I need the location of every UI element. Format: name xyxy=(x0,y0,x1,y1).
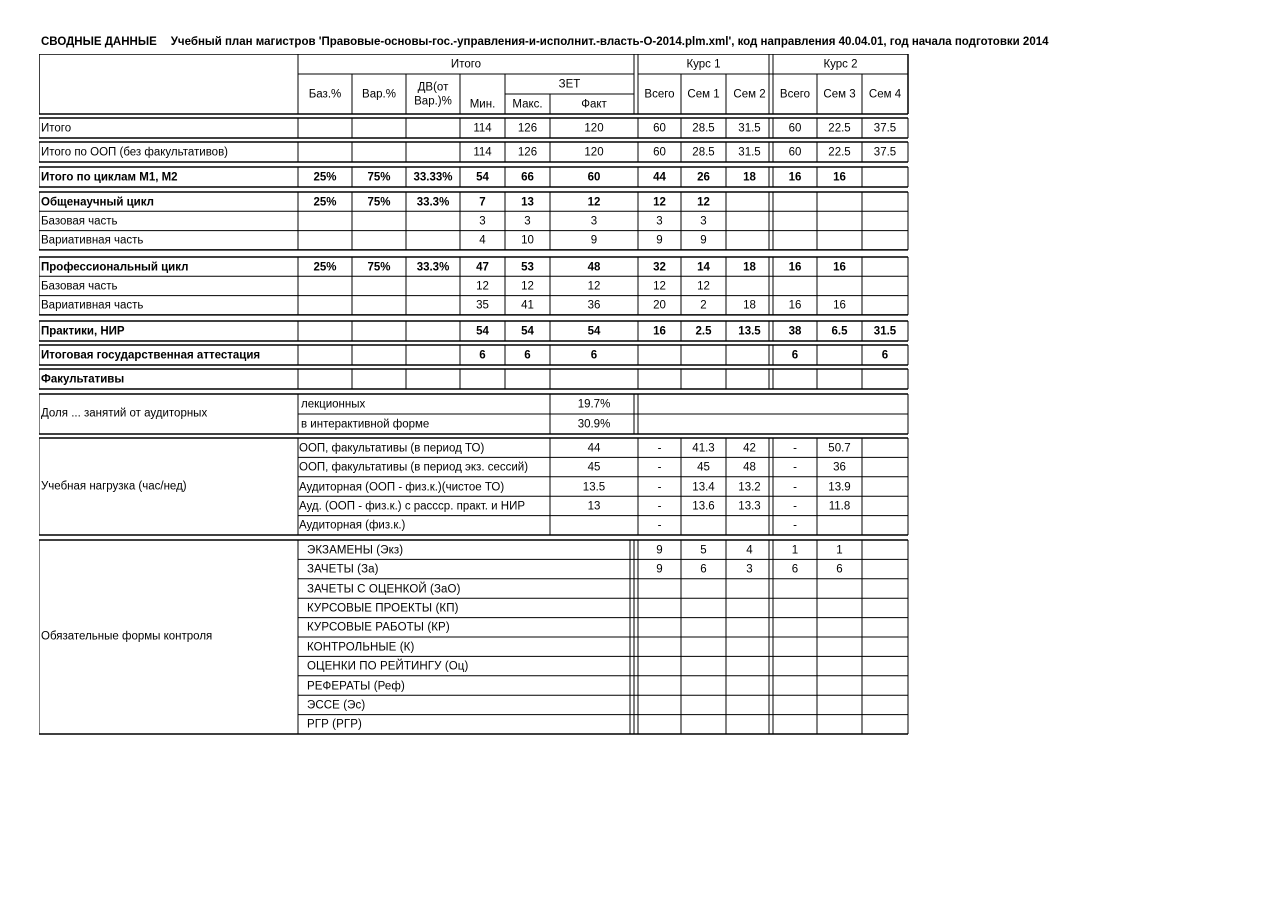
nagruzka-item-value: 13.4 xyxy=(692,480,715,493)
row-value: 3 xyxy=(524,215,531,228)
nagruzka-item-value: 11.8 xyxy=(828,500,851,513)
row-value: 16 xyxy=(788,171,802,184)
row-label: Базовая часть xyxy=(41,215,118,228)
row-value: 66 xyxy=(521,171,534,184)
row-value: 16 xyxy=(653,325,666,338)
header-itogo: Итого xyxy=(450,58,482,71)
row-label: Итоговая государственная аттестация xyxy=(41,349,261,362)
row-value: 126 xyxy=(517,146,538,159)
row-value: 12 xyxy=(587,280,601,293)
header-min: Мин. xyxy=(469,98,496,111)
row-value: 9 xyxy=(590,234,598,247)
row-value: 120 xyxy=(584,122,604,135)
kontrol-item-value: 1 xyxy=(836,543,843,556)
row-value: 126 xyxy=(517,122,538,135)
nagruzka-item-value: - xyxy=(793,441,797,454)
document-title xyxy=(41,36,1049,48)
row-value: 12 xyxy=(653,280,666,293)
nagruzka-item-label: Ауд. (ООП - физ.к.) с рассср. практ. и НИР xyxy=(299,500,526,513)
row-value: 25% xyxy=(313,195,337,208)
row-value: 47 xyxy=(476,260,489,273)
row-value: 6 xyxy=(590,349,598,362)
row-label: Итого xyxy=(41,122,72,135)
kontrol-item-label: ЭССЕ (Эс) xyxy=(307,699,366,712)
dolya-item-value: 30.9% xyxy=(577,418,611,431)
dolya-item-value: 19.7% xyxy=(577,398,611,411)
row-value: 31.5 xyxy=(738,122,761,135)
kontrol-item-value: 5 xyxy=(700,543,707,556)
kontrol-item-value: 1 xyxy=(791,543,799,556)
row-value: 12 xyxy=(521,280,534,293)
kontrol-item-value: 4 xyxy=(746,543,753,556)
header-sem-3: Сем 3 xyxy=(823,88,856,101)
row-value: 26 xyxy=(697,171,710,184)
row-value: 16 xyxy=(833,299,846,312)
kontrol-item-label: РЕФЕРАТЫ (Реф) xyxy=(307,679,405,692)
nagruzka-item-value: - xyxy=(657,480,662,493)
row-value: 44 xyxy=(653,171,666,184)
row-value: 53 xyxy=(521,260,534,273)
nagruzka-item-label: Аудиторная (физ.к.) xyxy=(299,519,406,532)
kontrol-item-label: ЗАЧЕТЫ (За) xyxy=(307,563,379,576)
summary-table xyxy=(39,54,909,735)
row-label: Профессиональный цикл xyxy=(41,260,189,273)
row-value: 13.5 xyxy=(738,325,761,338)
dolya-item-label: лекционных xyxy=(301,398,366,411)
row-value: 6 xyxy=(881,349,889,362)
row-value: 12 xyxy=(653,195,666,208)
header-dv-line2: Вар.)% xyxy=(414,95,452,108)
row-value: 13 xyxy=(521,195,534,208)
nagruzka-item-value: 41.3 xyxy=(692,441,715,454)
row-value: 35 xyxy=(476,299,489,312)
header-fakt: Факт xyxy=(581,98,607,111)
row-value: 12 xyxy=(697,280,710,293)
kontrol-item-value: 3 xyxy=(746,563,753,576)
nagruzka-item-value: - xyxy=(793,461,797,474)
row-value: 33.3% xyxy=(416,195,450,208)
row-value: 25% xyxy=(313,260,337,273)
header-maks: Макс. xyxy=(512,98,543,111)
row-value: 54 xyxy=(476,171,489,184)
row-value: 37.5 xyxy=(873,146,897,159)
nagruzka-item-value: - xyxy=(657,441,662,454)
nagruzka-item-value: 36 xyxy=(833,461,846,474)
row-value: 60 xyxy=(653,122,666,135)
row-value: 22.5 xyxy=(828,122,851,135)
kontrol-item-value: 6 xyxy=(700,563,707,576)
header-sem-2: Сем 2 xyxy=(733,88,766,101)
row-value: 22.5 xyxy=(828,146,851,159)
header-baz-percent: Баз.% xyxy=(308,88,342,101)
kontrol-item-label: ОЦЕНКИ ПО РЕЙТИНГУ (Оц) xyxy=(307,660,469,673)
row-value: 7 xyxy=(479,195,486,208)
nagruzka-item-value: 44 xyxy=(587,441,601,454)
kontrol-item-label: РГР (РГР) xyxy=(307,718,362,731)
nagruzka-item-value: 42 xyxy=(743,441,756,454)
row-value: 10 xyxy=(521,234,534,247)
row-value: 41 xyxy=(521,299,534,312)
row-value: 6 xyxy=(791,349,799,362)
row-value: 60 xyxy=(788,146,802,159)
nagruzka-item-value: - xyxy=(793,480,797,493)
dolya-item-label: в интерактивной форме xyxy=(301,418,430,431)
header-var-percent: Вар.% xyxy=(362,88,396,101)
header-kurs-2: Курс 2 xyxy=(823,58,858,71)
row-value: 18 xyxy=(743,260,756,273)
row-value: 16 xyxy=(833,171,846,184)
row-value: 28.5 xyxy=(692,146,715,159)
row-value: 9 xyxy=(700,234,707,247)
row-value: 54 xyxy=(476,325,489,338)
row-value: 4 xyxy=(479,234,486,247)
row-value: 75% xyxy=(367,195,391,208)
row-value: 3 xyxy=(700,215,707,228)
header-sem-4: Сем 4 xyxy=(868,88,902,101)
nagruzka-item-value: 13 xyxy=(587,500,601,513)
row-value: 16 xyxy=(788,260,802,273)
row-value: 54 xyxy=(587,325,601,338)
row-value: 60 xyxy=(587,171,601,184)
row-value: 18 xyxy=(743,171,756,184)
row-value: 75% xyxy=(367,260,391,273)
row-value: 25% xyxy=(313,171,337,184)
nagruzka-item-value: - xyxy=(793,500,797,513)
row-value: 60 xyxy=(788,122,802,135)
row-value: 12 xyxy=(587,195,601,208)
nagruzka-item-value: 45 xyxy=(587,461,601,474)
row-value: 6.5 xyxy=(831,325,848,338)
row-value: 54 xyxy=(521,325,534,338)
kontrol-item-label: КУРСОВЫЕ ПРОЕКТЫ (КП) xyxy=(307,602,459,615)
title-summary-label: СВОДНЫЕ ДАННЫЕ xyxy=(41,36,157,48)
nagruzka-item-label: ООП, факультативы (в период ТО) xyxy=(299,441,485,454)
nagruzka-item-value: - xyxy=(657,500,662,513)
row-value: 16 xyxy=(833,260,846,273)
row-label: Базовая часть xyxy=(41,280,118,293)
row-label: Итого по циклам М1, М2 xyxy=(41,171,178,184)
dolya-label: Доля ... занятий от аудиторных xyxy=(41,407,208,420)
row-value: 28.5 xyxy=(692,122,715,135)
row-label: Практики, НИР xyxy=(41,325,125,338)
row-value: 33.3% xyxy=(416,260,450,273)
row-value: 114 xyxy=(473,146,492,159)
nagruzka-item-value: 45 xyxy=(697,461,710,474)
row-value: 120 xyxy=(584,146,604,159)
row-value: 3 xyxy=(656,215,663,228)
nagruzka-item-value: - xyxy=(657,519,662,532)
row-value: 37.5 xyxy=(873,122,897,135)
kontrol-item-value: 6 xyxy=(836,563,843,576)
row-value: 36 xyxy=(587,299,601,312)
kontrol-item-label: КОНТРОЛЬНЫЕ (К) xyxy=(307,640,415,653)
kontrol-item-value: 6 xyxy=(791,563,799,576)
row-value: 114 xyxy=(473,122,492,135)
row-label: Вариативная часть xyxy=(41,234,144,247)
row-value: 6 xyxy=(479,349,486,362)
kontrol-label: Обязательные формы контроля xyxy=(41,630,213,643)
row-value: 75% xyxy=(367,171,391,184)
row-value: 14 xyxy=(697,260,710,273)
row-value: 60 xyxy=(653,146,666,159)
row-value: 12 xyxy=(697,195,710,208)
row-value: 32 xyxy=(653,260,666,273)
header-dv-line1: ДВ(от xyxy=(417,81,449,94)
row-value: 3 xyxy=(479,215,486,228)
row-label: Итого по ООП (без факультативов) xyxy=(41,146,229,159)
nagruzka-item-value: 13.2 xyxy=(738,480,761,493)
nagruzka-item-label: Аудиторная (ООП - физ.к.)(чистое ТО) xyxy=(299,480,505,493)
nagruzka-item-value: - xyxy=(793,519,797,532)
kontrol-item-value: 9 xyxy=(656,563,663,576)
row-value: 3 xyxy=(590,215,598,228)
nagruzka-item-value: 13.5 xyxy=(582,480,606,493)
row-label: Общенаучный цикл xyxy=(41,195,154,208)
nagruzka-item-value: 13.9 xyxy=(828,480,851,493)
row-label: Факультативы xyxy=(41,373,125,386)
row-value: 12 xyxy=(476,280,489,293)
kontrol-item-label: ЭКЗАМЕНЫ (Экз) xyxy=(307,543,404,556)
row-value: 20 xyxy=(653,299,666,312)
header-vsego-kurs1: Всего xyxy=(644,88,675,101)
kontrol-item-label: КУРСОВЫЕ РАБОТЫ (КР) xyxy=(307,621,450,634)
row-value: 16 xyxy=(788,299,802,312)
header-vsego-kurs2: Всего xyxy=(779,88,811,101)
row-value: 38 xyxy=(788,325,802,338)
nagruzka-item-value: 13.3 xyxy=(738,500,761,513)
row-value: 6 xyxy=(524,349,531,362)
row-value: 31.5 xyxy=(873,325,897,338)
title-plan-description: Учебный план магистров 'Правовые-основы-гос.-управления-и-исполнит.-власть-О-2014.plm.xml', код направления 40.04.01, год начала подготовки 2014 xyxy=(170,36,1049,48)
row-value: 48 xyxy=(587,260,601,273)
nagruzka-item-value: - xyxy=(657,461,662,474)
row-value: 9 xyxy=(656,234,663,247)
kontrol-item-value: 9 xyxy=(656,543,663,556)
row-value: 18 xyxy=(743,299,756,312)
header-kurs-1: Курс 1 xyxy=(686,58,721,71)
row-value: 2.5 xyxy=(695,325,712,338)
row-value: 31.5 xyxy=(738,146,761,159)
row-value: 33.33% xyxy=(413,171,453,184)
header-sem-1: Сем 1 xyxy=(687,88,720,101)
header-zet: ЗЕТ xyxy=(558,78,581,91)
kontrol-item-label: ЗАЧЕТЫ С ОЦЕНКОЙ (ЗаО) xyxy=(307,582,461,595)
row-value: 2 xyxy=(700,299,707,312)
nagruzka-label: Учебная нагрузка (час/нед) xyxy=(41,480,187,493)
row-label: Вариативная часть xyxy=(41,299,144,312)
nagruzka-item-value: 13.6 xyxy=(692,500,715,513)
nagruzka-item-value: 50.7 xyxy=(828,441,851,454)
nagruzka-item-label: ООП, факультативы (в период экз. сессий) xyxy=(299,461,529,474)
nagruzka-item-value: 48 xyxy=(743,461,756,474)
